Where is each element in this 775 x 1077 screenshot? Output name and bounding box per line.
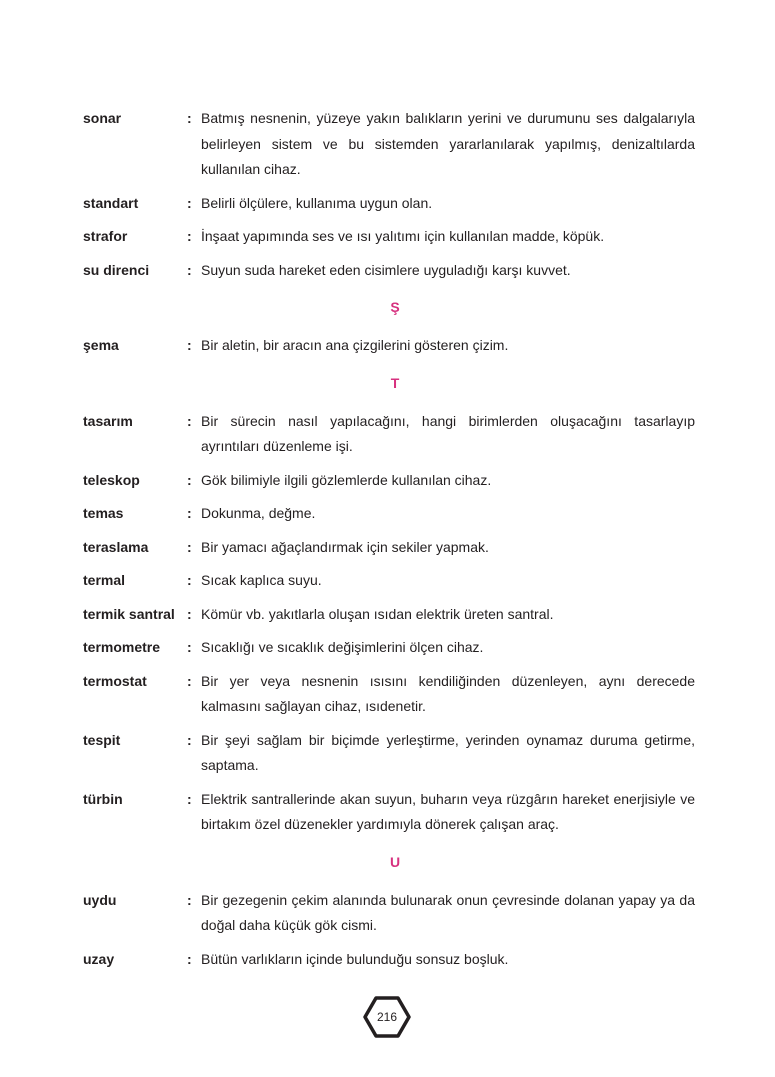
entry-separator: : — [187, 412, 192, 429]
entry-separator: : — [187, 261, 192, 278]
entry-separator: : — [187, 891, 192, 908]
entry-term: temas — [83, 505, 124, 521]
entry-term: şema — [83, 337, 119, 353]
glossary-entry — [83, 468, 695, 494]
entry-separator: : — [187, 672, 192, 689]
entry-definition: Bir aletin, bir aracın ana çizgilerini gösteren çizim. — [201, 337, 509, 353]
entry-separator: : — [187, 194, 192, 211]
glossary-entry — [83, 409, 695, 460]
entry-definition: Bir yer veya nesnenin ısısını kendiliğinden düzenleyen, aynı derecede kalmasını sağlayan cihaz, ısıdenetir. — [201, 672, 695, 714]
glossary-entry — [83, 258, 695, 284]
entry-term: termik santral — [83, 605, 175, 622]
glossary-group-s — [83, 106, 695, 283]
glossary-entry — [83, 191, 695, 217]
entry-separator: : — [187, 731, 192, 748]
entry-definition: Bütün varlıkların içinde bulunduğu sonsuz boşluk. — [201, 950, 509, 967]
entry-separator: : — [187, 538, 192, 555]
glossary-entry — [83, 535, 695, 561]
entry-separator: : — [187, 790, 192, 807]
glossary-group-sh — [83, 333, 695, 359]
entry-definition: Sıcaklığı ve sıcaklık değişimlerini ölçen cihaz. — [201, 639, 484, 655]
entry-definition: Bir şeyi sağlam bir biçimde yerleştirme, yerinden oynamaz duruma getirme, saptama. — [201, 731, 695, 773]
glossary-entry — [83, 602, 695, 628]
entry-separator: : — [187, 228, 192, 244]
glossary-entry — [83, 224, 695, 250]
entry-term: teraslama — [83, 538, 149, 555]
letter-heading-t: T — [390, 374, 400, 391]
page-number: 216 — [376, 1010, 398, 1024]
entry-separator: : — [187, 471, 192, 488]
entry-definition: Bir yamacı ağaçlandırmak için sekiler yapmak. — [201, 538, 489, 555]
entry-definition: Belirli ölçülere, kullanıma uygun olan. — [201, 194, 433, 211]
entry-definition: İnşaat yapımında ses ve ısı yalıtımı için kullanılan madde, köpük. — [201, 228, 605, 244]
entry-term: sonar — [83, 110, 122, 126]
entry-term: uydu — [83, 891, 117, 908]
glossary — [83, 106, 695, 980]
entry-separator: : — [187, 950, 192, 967]
glossary-entry — [83, 106, 695, 183]
glossary-entry — [83, 568, 695, 594]
entry-definition: Elektrik santrallerinde akan suyun, buharın veya rüzgârın hareket enerjisiyle ve birtakım özel düzenekler yardımıyla dönerek çalışan araç. — [201, 790, 695, 832]
entry-separator: : — [187, 505, 192, 521]
entry-separator: : — [187, 572, 192, 588]
page-number-badge — [363, 993, 411, 1041]
entry-separator: : — [187, 639, 192, 655]
glossary-entry — [83, 501, 695, 527]
entry-definition: Gök bilimiyle ilgili gözlemlerde kullanılan cihaz. — [201, 471, 492, 488]
entry-definition: Bir sürecin nasıl yapılacağını, hangi birimlerden oluşacağını tasarlayıp ayrıntıları düzenleme işi. — [201, 412, 695, 454]
entry-term: uzay — [83, 950, 115, 967]
entry-term: termometre — [83, 639, 161, 655]
glossary-entry — [83, 635, 695, 661]
entry-term: teleskop — [83, 471, 140, 488]
glossary-entry — [83, 728, 695, 779]
entry-term: tespit — [83, 731, 121, 748]
entry-separator: : — [187, 110, 192, 126]
entry-definition: Batmış nesnenin, yüzeye yakın balıkların yerini ve durumunu ses dalgalarıyla belirleyen sistem ve bu sistemden yararlanılarak yapılmış, denizaltılarda kullanılan cihaz. — [201, 110, 695, 177]
glossary-entry — [83, 888, 695, 939]
entry-term: termal — [83, 572, 126, 588]
entry-term: strafor — [83, 228, 128, 244]
entry-definition: Dokunma, değme. — [201, 505, 316, 521]
glossary-entry — [83, 787, 695, 838]
entry-separator: : — [187, 337, 192, 353]
entry-definition: Sıcak kaplıca suyu. — [201, 572, 322, 588]
entry-separator: : — [187, 605, 192, 622]
entry-definition: Suyun suda hareket eden cisimlere uyguladığı karşı kuvvet. — [201, 261, 571, 278]
glossary-group-t — [83, 409, 695, 838]
entry-term: türbin — [83, 790, 123, 807]
glossary-entry — [83, 669, 695, 720]
glossary-group-u — [83, 888, 695, 973]
entry-term: tasarım — [83, 412, 133, 429]
entry-term: su direnci — [83, 261, 150, 278]
entry-term: termostat — [83, 672, 147, 689]
letter-heading-u: U — [389, 853, 401, 870]
letter-heading-sh: Ş — [390, 299, 400, 315]
entry-definition: Bir gezegenin çekim alanında bulunarak onun çevresinde dolanan yapay ya da doğal daha küçük gök cismi. — [201, 891, 695, 933]
entry-definition: Kömür vb. yakıtlarla oluşan ısıdan elektrik üreten santral. — [201, 605, 554, 622]
glossary-entry — [83, 333, 695, 359]
glossary-entry — [83, 947, 695, 973]
entry-term: standart — [83, 194, 139, 211]
